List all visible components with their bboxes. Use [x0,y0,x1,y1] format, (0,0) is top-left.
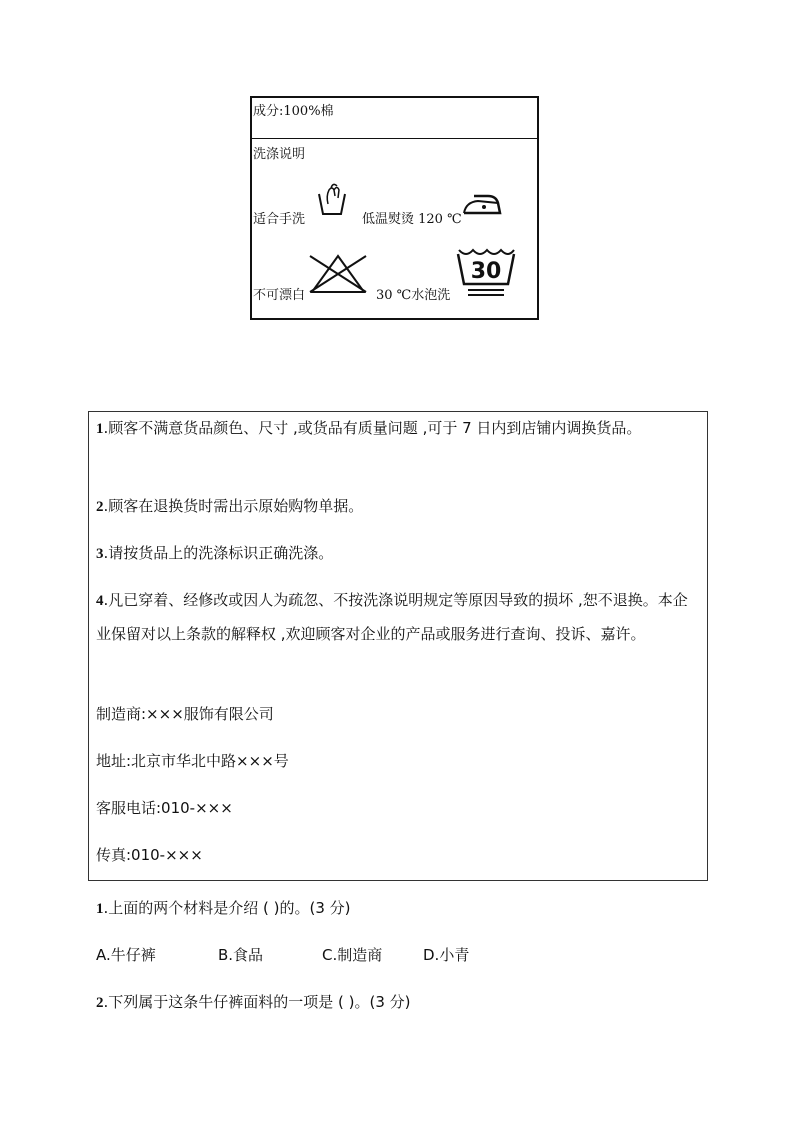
return-policy-box [88,411,708,881]
q1-option-a[interactable]: A.牛仔裤 [96,946,156,964]
manufacturer: 制造商:×××服饰有限公司 [96,705,274,723]
care-label [250,96,539,320]
term-2: 2.顾客在退换货时需出示原始购物单据。 [96,497,364,515]
iron-icon [462,192,502,216]
question-2: 2.下列属于这条牛仔裤面料的一项是 ( )。(3 分) [96,993,411,1011]
composition-text: 成分:100%棉 [253,104,334,119]
q1-option-c[interactable]: C.制造商 [322,946,383,964]
q1-option-d[interactable]: D.小青 [423,946,470,964]
term-1: 1.顾客不满意货品颜色、尺寸 ,或货品有质量问题 ,可于 7 日内到店铺内调换货品。 [96,419,642,437]
iron-text: 低温熨烫 120 ℃ [362,212,462,227]
tub-number: 30 [470,259,502,284]
question-1: 1.上面的两个材料是介绍 ( )的。(3 分) [96,899,351,917]
hand-wash-text: 适合手洗 [253,212,306,227]
soak-text: 30 ℃水泡洗 [376,288,451,303]
term-3: 3.请按货品上的洗涤标识正确洗涤。 [96,544,334,562]
address: 地址:北京市华北中路×××号 [96,752,289,770]
phone: 客服电话:010-××× [96,799,233,817]
term-4: 4.凡已穿着、经修改或因人为疏忽、不按洗涤说明规定等原因导致的损坏 ,恕不退换。本企业保留对以上条款的解释权 ,欢迎顾客对企业的产品或服务进行查询、投诉、嘉许。 [96,591,688,643]
label-divider [252,138,537,139]
no-bleach-icon [308,254,368,294]
q1-option-b[interactable]: B.食品 [218,946,264,964]
no-bleach-text: 不可漂白 [253,288,306,303]
hand-wash-icon [316,182,348,218]
wash-title: 洗涤说明 [253,147,306,162]
wash-30-icon [456,248,516,298]
fax: 传真:010-××× [96,846,203,864]
